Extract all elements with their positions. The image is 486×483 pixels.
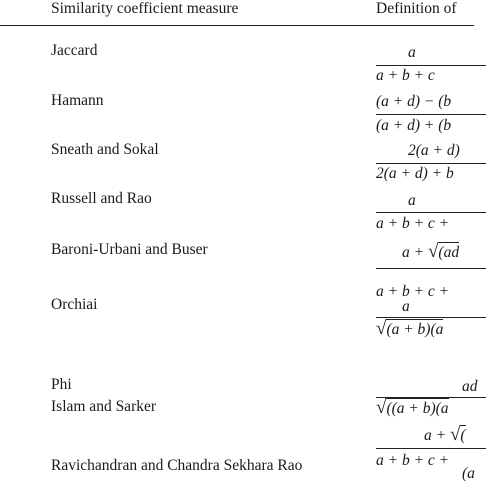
row-orchiai-numerator: a (402, 298, 410, 315)
row-phi-numerator: ad (462, 378, 478, 395)
row-orchiai-denominator (376, 320, 443, 339)
header-rule (0, 25, 474, 26)
row-phi-denominator (376, 399, 449, 418)
row-orchiai-name: Orchiai (51, 296, 98, 313)
row-islam-sarker-numerator-prefix: a + (424, 427, 450, 444)
row-russell-rao-denominator: a + b + c + (376, 215, 450, 232)
row-islam-sarker-numerator-radicand: ( (460, 427, 466, 444)
sqrt-sign-icon: √ (376, 318, 387, 339)
row-russell-rao-numerator: a (408, 192, 416, 209)
row-baroni-urbani-buser-name: Baroni-Urbani and Buser (51, 241, 208, 258)
row-sneath-sokal-name: Sneath and Sokal (51, 141, 159, 158)
row-islam-sarker-name: Islam and Sarker (51, 398, 157, 415)
sqrt-sign-icon: √ (449, 424, 461, 445)
row-ravichandran-rao-name: Ravichandran and Chandra Sekhara Rao (51, 457, 303, 474)
row-islam-sarker-fraction-bar (376, 448, 486, 449)
row-islam-sarker-denominator: a + b + c + (376, 452, 450, 469)
row-orchiai-denominator-radicand: (a + b)(a (386, 321, 444, 338)
row-baroni-urbani-buser-fraction-bar (376, 268, 486, 269)
row-phi-denominator-radicand: ((a + b)(a (386, 400, 449, 417)
row-baroni-urbani-buser-numerator-prefix: a + (402, 244, 428, 261)
sqrt-sign-icon: √ (427, 241, 439, 262)
row-sneath-sokal-denominator: 2(a + d) + b (376, 165, 454, 182)
row-hamann-name: Hamann (51, 92, 104, 109)
row-jaccard-fraction-bar (376, 65, 486, 66)
row-hamann-fraction-bar (376, 114, 486, 115)
row-islam-sarker-numerator (424, 426, 466, 445)
row-sneath-sokal-fraction-bar (376, 163, 486, 164)
row-hamann-numerator: (a + d) − (b (376, 93, 452, 110)
row-baroni-urbani-buser-numerator (402, 243, 459, 262)
row-baroni-urbani-buser-numerator-radicand: (ad (438, 244, 460, 261)
row-ravichandran-rao-numerator: (a (462, 465, 475, 482)
row-baroni-urbani-buser-denominator: a + b + c + (376, 283, 450, 300)
row-phi-name: Phi (51, 376, 72, 393)
row-jaccard-numerator: a (408, 44, 416, 61)
row-russell-rao-fraction-bar (376, 212, 486, 213)
row-jaccard-name: Jaccard (51, 42, 98, 59)
header-measure: Similarity coefficient measure (51, 0, 239, 17)
row-russell-rao-name: Russell and Rao (51, 190, 152, 207)
row-jaccard-denominator: a + b + c (376, 67, 435, 84)
sqrt-sign-icon: √ (376, 397, 387, 418)
row-orchiai-fraction-bar (376, 317, 486, 318)
header-definition: Definition of (376, 0, 457, 17)
row-sneath-sokal-numerator: 2(a + d) (408, 142, 460, 159)
row-hamann-denominator: (a + d) + (b (376, 117, 452, 134)
